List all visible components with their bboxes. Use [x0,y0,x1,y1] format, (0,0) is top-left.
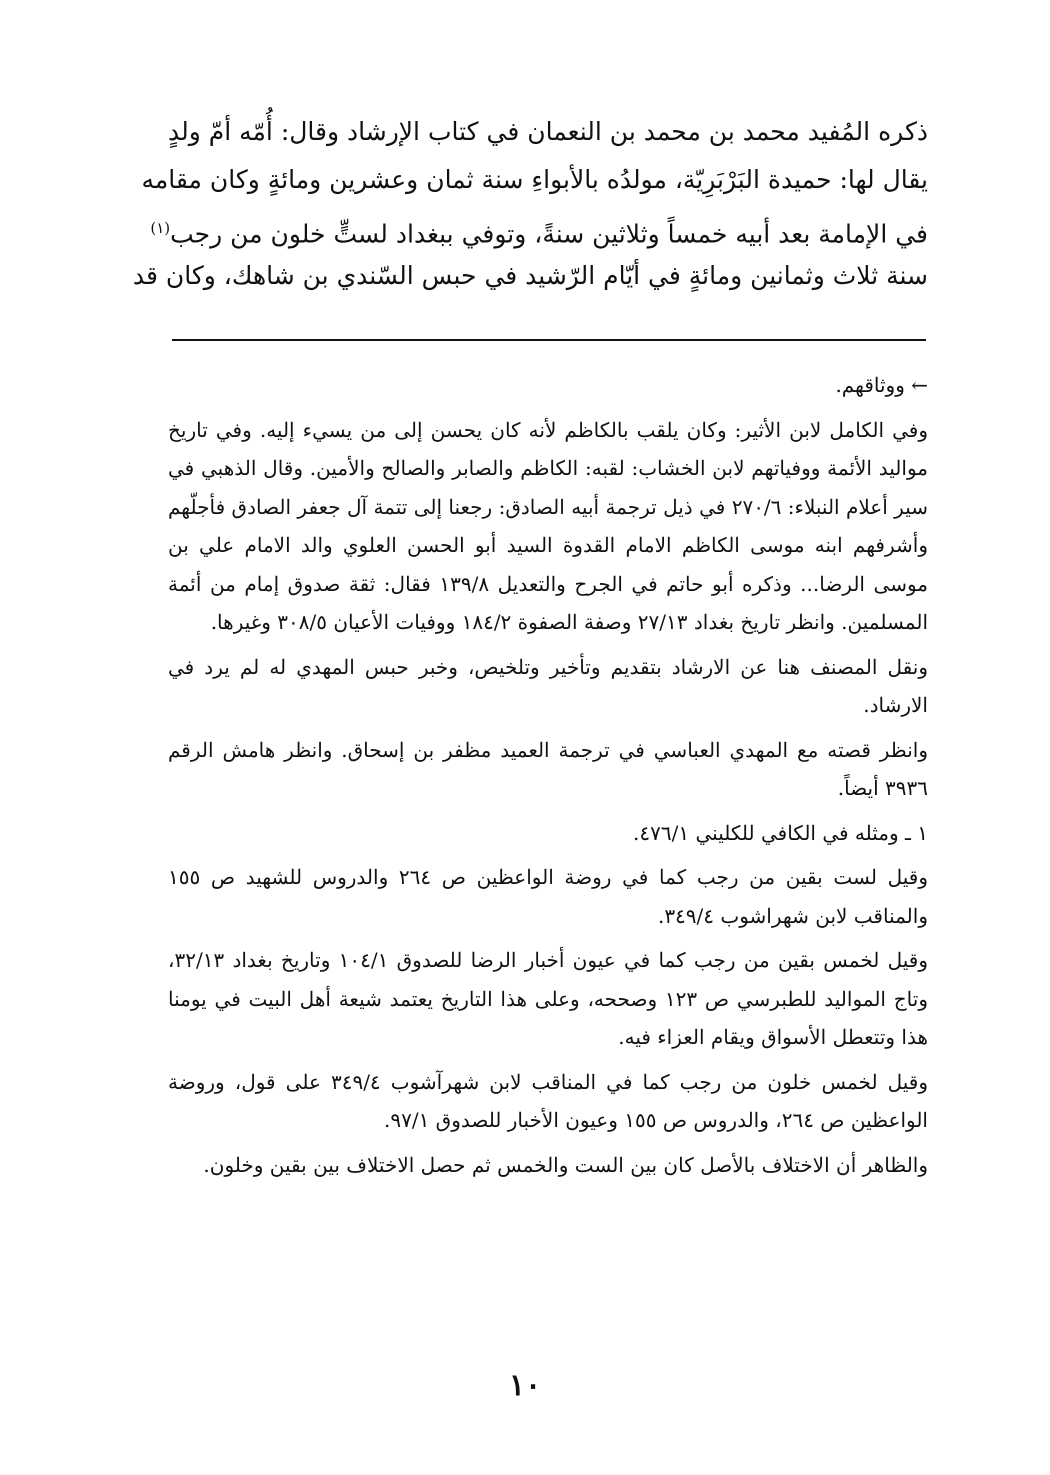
footnote-paragraph: والظاهر أن الاختلاف بالأصل كان بين الست والخمس ثم حصل الاختلاف بين بقين وخلون. [203,1152,928,1177]
main-text-block [132,108,928,300]
footnote-divider [172,339,926,341]
main-text-line: يقال لها: حميدة البَرْبَرِيّة، مولدُه بالأبواءِ سنة ثمان وعشرين ومائةٍ وكان مقامه [141,165,928,194]
footnote-paragraph: ١ ـ ومثله في الكافي للكليني ٤٧٦/١. [633,820,928,845]
main-text-line-content: في الإمامة بعد أبيه خمساً وثلاثين سنةً، وتوفي ببغداد لستٍّ خلون من رجب [170,219,928,249]
main-text-line [150,204,928,252]
footnote-paragraph: ونقل المصنف هنا عن الارشاد بتقديم وتأخير وتلخيص، وخبر حبس المهدي له لم يرد في الارشاد. [168,654,928,717]
footnote-paragraph: وفي الكامل لابن الأثير: وكان يلقب بالكاظم لأنه كان يحسن إلى من يسيء إليه. وفي تاريخ مواليد الأئمة ووفياتهم لابن الخشاب: لقبه: الكاظم والصابر والصالح والأمين. وقال الذهبي في سير أعلام النبلاء: ٢٧٠/٦ في ذيل ترجمة أبيه الصادق: رجعنا إلى تتمة آل جعفر الصادق فأجلّهم وأشرفهم ابنه موسى الكاظم الامام القدوة السيد أبو الحسن العلوي والد الامام علي بن موسى الرضا... وذكره أبو حاتم في الجرح والتعديل ١٣٩/٨ فقال: ثقة صدوق إمام من أئمة المسلمين. وانظر تاريخ بغداد ٢٧/١٣ وصفة الصفوة ١٨٤/٢ ووفيات الأعيان ٣٠٨/٥ وغيرها. [168,417,928,634]
footnotes-block [168,366,928,1190]
footnote-paragraph: وقيل لست بقين من رجب كما في روضة الواعظين ص ٢٦٤ والدروس للشهيد ص ١٥٥ والمناقب لابن شهراشوب ٣٤٩/٤. [168,865,928,928]
footnote-paragraph: وانظر قصته مع المهدي العباسي في ترجمة العميد مظفر بن إسحاق. وانظر هامش الرقم ٣٩٣٦ أيضاً. [168,737,928,800]
footnote-paragraph: ← ووثاقهم. [835,373,928,397]
footnote-reference: (١) [150,219,171,237]
page-number: ١٠ [508,1368,542,1403]
main-text-line: سنة ثلاث وثمانين ومائةٍ في أيّام الرّشيد في حبس السّندي بن شاهك، وكان قد [132,261,928,290]
footnote-paragraph: وقيل لخمس بقين من رجب كما في عيون أخبار الرضا للصدوق ١٠٤/١ وتاريخ بغداد ٣٢/١٣، وتاج المواليد للطبرسي ص ١٢٣ وصححه، وعلى هذا التاريخ يعتمد شيعة أهل البيت في يومنا هذا وتتعطل الأسواق ويقام العزاء فيه. [168,948,929,1049]
main-text-line: ذكره المُفيد محمد بن محمد بن النعمان في كتاب الإرشاد وقال: أُمّه أمّ ولدٍ [168,117,928,146]
footnote-paragraph: وقيل لخمس خلون من رجب كما في المناقب لابن شهرآشوب ٣٤٩/٤ على قول، وروضة الواعظين ص ٢٦٤، والدروس ص ١٥٥ وعيون الأخبار للصدوق ٩٧/١. [168,1069,928,1132]
